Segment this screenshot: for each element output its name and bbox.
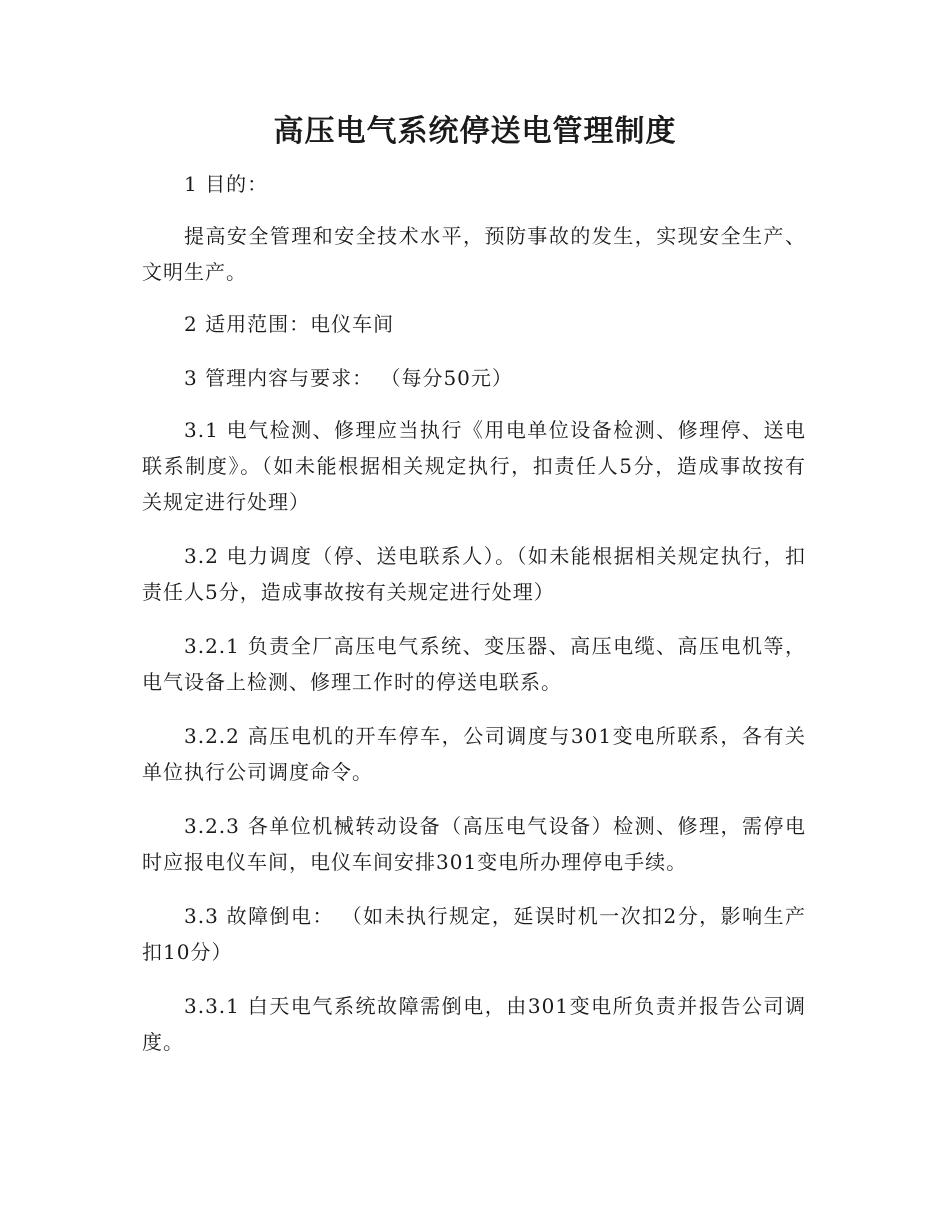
paragraph-purpose-text: 提高安全管理和安全技术水平，预防事故的发生，实现安全生产、文明生产。: [142, 224, 806, 284]
paragraph-requirements-heading: 3 管理内容与要求： （每分50元）: [184, 366, 513, 390]
paragraph-scope: 2 适用范围：电仪车间: [184, 312, 395, 336]
paragraph-3-2-2: 3.2.2 高压电机的开车停车，公司调度与301变电所联系，各有关单位执行公司调度命令。: [142, 724, 806, 784]
paragraph-3-2: 3.2 电力调度（停、送电联系人）。（如未能根据相关规定执行，扣责任人5分，造成事故按有关规定进行处理）: [142, 544, 806, 604]
paragraph-3-3-1: 3.3.1 白天电气系统故障需倒电，由301变电所负责并报告公司调度。: [142, 994, 806, 1054]
paragraph-3-1: 3.1 电气检测、修理应当执行《用电单位设备检测、修理停、送电联系制度》。（如未能根据相关规定执行，扣责任人5分，造成事故按有关规定进行处理）: [142, 418, 806, 514]
paragraph-purpose-heading: 1 目的：: [184, 172, 269, 196]
paragraph-3-2-3: 3.2.3 各单位机械转动设备（高压电气设备）检测、修理，需停电时应报电仪车间，电仪车间安排301变电所办理停电手续。: [142, 814, 806, 874]
paragraph-3-3: 3.3 故障倒电： （如未执行规定，延误时机一次扣2分，影响生产扣10分）: [142, 904, 806, 964]
paragraph-3-2-1: 3.2.1 负责全厂高压电气系统、变压器、高压电缆、高压电机等，电气设备上检测、修理工作时的停送电联系。: [142, 634, 806, 694]
document-title: 高压电气系统停送电管理制度: [273, 114, 677, 149]
